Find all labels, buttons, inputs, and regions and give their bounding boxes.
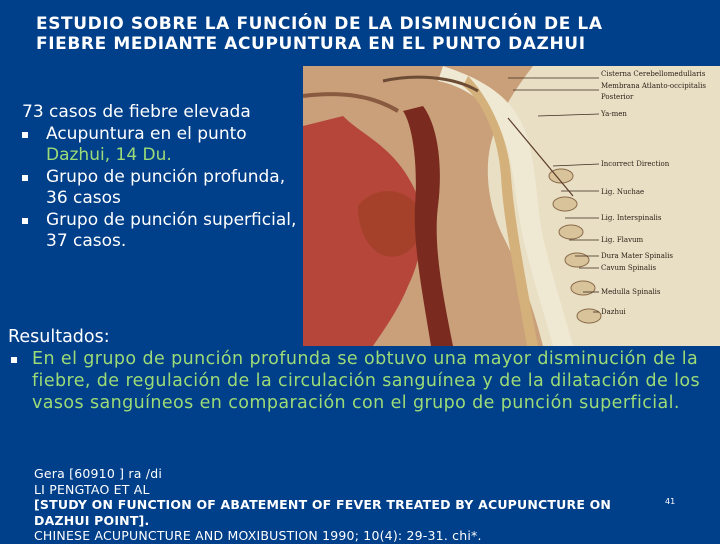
slide-title-line-1: ESTUDIO SOBRE LA FUNCIÓN DE LA DISMINUCIÓN DE LA [36, 14, 603, 34]
results-text: En el grupo de punción profunda se obtuvo una mayor disminución de la fiebre, de regulación de la circulación sanguínea y de la dilatación de los vasos sanguíneos en comparación con el grupo de punción superficial. [32, 349, 701, 413]
reference-block [34, 466, 694, 544]
list-item-highlight: Dazhui, 14 Du. [46, 145, 172, 165]
anatomy-drawing [303, 66, 720, 346]
list-item [22, 167, 298, 210]
slide-title-line-2: FIEBRE MEDIANTE ACUPUNTURA EN EL PUNTO DAZHUI [36, 34, 586, 54]
list-item-text: Grupo de punción profunda, 36 casos [46, 166, 286, 208]
square-bullet-icon [22, 218, 28, 224]
results-lead: Resultados: [8, 327, 110, 347]
cases-block [22, 102, 298, 253]
label-lig-flavum: Lig. Flavum [601, 236, 644, 244]
label-membrana: Membrana Atlanto-occipitalis [601, 82, 706, 90]
label-medulla-spinalis: Medulla Spinalis [601, 288, 661, 296]
label-incorrect-direction: Incorrect Direction [601, 160, 670, 168]
reference-line-5: CHINESE ACUPUNCTURE AND MOXIBUSTION 1990; 10(4): 29-31. chi*. [34, 528, 482, 543]
reference-line-2: LI PENGTAO ET AL [34, 481, 150, 497]
list-item-text: Acupuntura en el punto [46, 123, 247, 144]
reference-line-4: DAZHUI POINT]. [34, 512, 150, 528]
square-bullet-icon [22, 132, 28, 138]
list-item-text: Grupo de punción superficial, 37 casos. [46, 209, 297, 251]
results-block [8, 326, 716, 414]
label-cisterna: Cisterna Cerebellomedullaris [601, 70, 706, 78]
label-cavum-spinalis: Cavum Spinalis [601, 264, 657, 272]
page-number: 41 [665, 497, 676, 506]
slide-title [36, 14, 696, 54]
label-lig-nuchae: Lig. Nuchae [601, 188, 645, 196]
cases-list [22, 124, 298, 253]
label-dazhui: Dazhui [601, 308, 626, 316]
results-list [8, 348, 716, 414]
reference-line-3: [STUDY ON FUNCTION OF ABATEMENT OF FEVER TREATED BY ACUPUNCTURE ON [34, 497, 612, 512]
anatomy-illustration [303, 66, 720, 346]
reference-line-1: Gera [60910 ] ra /di [34, 466, 163, 481]
list-item [22, 124, 298, 167]
label-posterior: Posterior [601, 93, 634, 101]
label-lig-interspinalis: Lig. Interspinalis [601, 214, 662, 222]
label-yamen: Ya-men [601, 110, 627, 118]
cases-lead: 73 casos de fiebre elevada [22, 102, 251, 122]
square-bullet-icon [22, 175, 28, 181]
list-item [8, 348, 716, 414]
list-item [22, 210, 298, 253]
square-bullet-icon [11, 357, 17, 363]
label-dura-mater: Dura Mater Spinalis [601, 252, 673, 260]
